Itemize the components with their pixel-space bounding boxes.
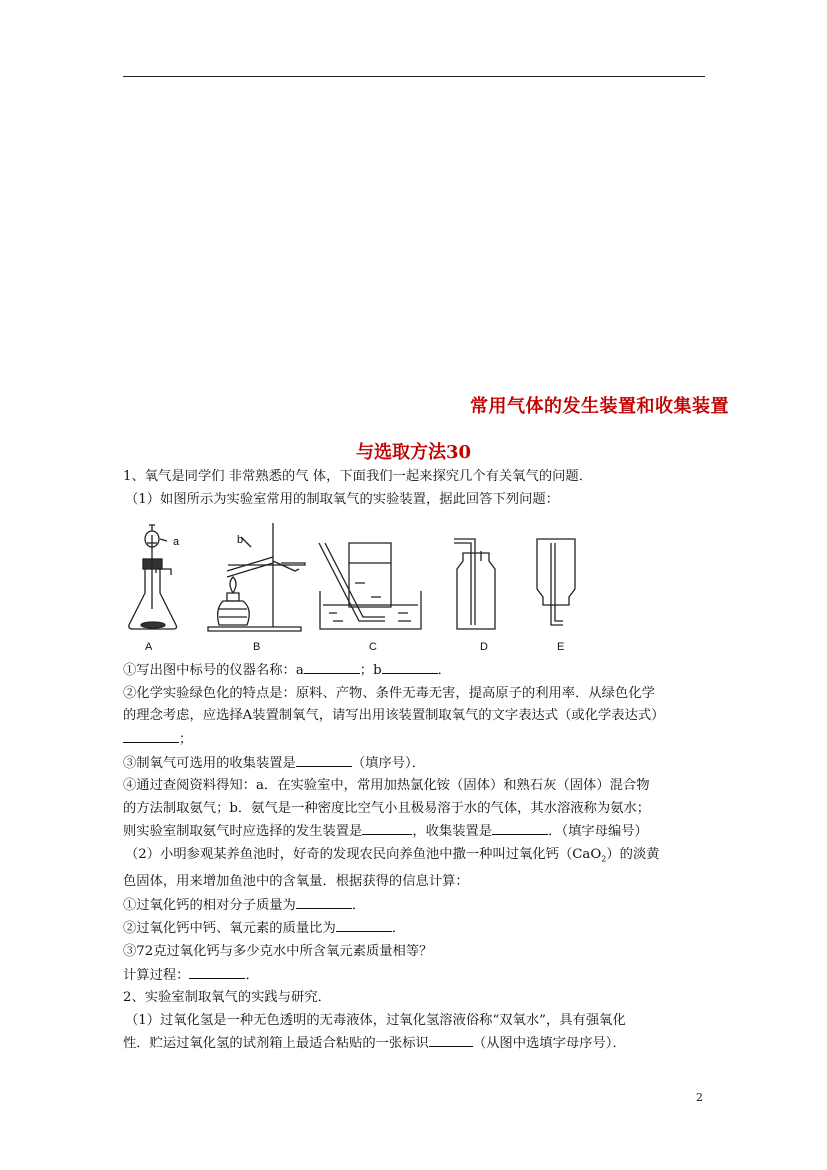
q2-part1-line1: （1）过氧化氢是一种无色透明的无毒液体，过氧化氢溶液俗称“双氧水”，具有强氧化: [125, 1012, 626, 1028]
figure-mark-b: b: [237, 534, 244, 547]
q1-sub2-line3: ；: [123, 728, 707, 752]
apparatus-a-flask: [129, 525, 180, 629]
answer-blank-molar-mass[interactable]: [296, 894, 352, 909]
q1-intro: 1、氧气是同学们 非常熟悉的气 体，下面我们一起来探究几个有关氧气的问题．: [123, 469, 593, 484]
page-title-line2: 与选取方法30: [355, 442, 472, 463]
page-title-line1: 常用气体的发生装置和收集装置: [470, 396, 729, 417]
q1-sub4-line2: 的方法制取氨气；b．氨气是一种密度比空气小且极易溶于水的气体，其水溶液称为氨水；: [123, 800, 651, 816]
question-body: [123, 466, 707, 1056]
apparatus-d-bottle: [454, 539, 495, 629]
figure-label-a: A: [145, 641, 153, 654]
answer-blank-calculation[interactable]: [189, 964, 245, 979]
q1-calc1: ①过氧化钙的相对分子质量为 ．: [123, 894, 707, 918]
answer-blank-a[interactable]: [304, 659, 360, 674]
q2-part1-line2: 性．贮运过氧化氢的试剂箱上最适合粘贴的一张标识 （从图中选填字母序号）．: [123, 1032, 707, 1056]
header-rule: [123, 76, 705, 77]
figure-label-e: E: [557, 641, 565, 654]
q1-part2-line1: （2）小明参观某养鱼池时，好奇的发现农民向养鱼池中撒一种叫过氧化钙（CaO$_2$）的淡黄: [125, 846, 660, 864]
q1-part2-line2: 色固体，用来增加鱼池中的含氧量．根据获得的信息计算：: [123, 874, 469, 890]
q1-part1: （1）如图所示为实验室常用的制取氧气的实验装置，据此回答下列问题：: [125, 491, 559, 507]
figure-mark-a: a: [173, 536, 180, 549]
answer-blank-mass-ratio[interactable]: [336, 917, 392, 932]
q1-calc2: ②过氧化钙中钙、氧元素的质量比为 ．: [123, 917, 707, 941]
q1-sub2-line1: ②化学实验绿色化的特点是：原料、产物、条件无毒无害，提高原子的利用率．从绿色化学: [123, 685, 655, 701]
q1-calc3: ③72克过氧化钙与多少克水中所含氧元素质量相等？: [123, 943, 433, 959]
apparatus-drawing: [123, 513, 707, 638]
answer-blank-collector[interactable]: [492, 820, 548, 835]
page-number: 2: [696, 1091, 703, 1104]
q1-sub4-line3: 则实验室制取氨气时应选择的发生装置是 ，收集装置是 ．（填字母编号）: [123, 820, 707, 844]
answer-blank-label[interactable]: [429, 1032, 473, 1047]
figure-label-c: C: [369, 641, 377, 654]
answer-blank-b[interactable]: [382, 659, 438, 674]
q2-intro: 2、实验室制取氧气的实践与研究．: [123, 990, 331, 1006]
answer-blank-generator[interactable]: [362, 820, 412, 835]
answer-blank-equation[interactable]: [123, 728, 179, 743]
apparatus-c-trough: [319, 543, 421, 629]
q1-sub1: ①写出图中标号的仪器名称：a ；b ．: [123, 659, 707, 683]
q1-sub3: ③制氧气可选用的收集装置是 （填序号）．: [123, 752, 707, 776]
apparatus-figure: [123, 513, 707, 657]
apparatus-b-heating: [208, 523, 305, 631]
q1-calc4: 计算过程： ．: [123, 964, 707, 988]
apparatus-e-bottle: [537, 539, 575, 625]
figure-label-d: D: [480, 641, 488, 654]
q1-sub2-line2: 的理念考虑，应选择A装置制氧气，请写出用该装置制取氧气的文字表达式（或化学表达式）: [123, 708, 665, 724]
q1-sub4-line1: ④通过查阅资料得知：a．在实验室中，常用加热氯化铵（固体）和熟石灰（固体）混合物: [123, 778, 650, 794]
answer-blank-collection[interactable]: [296, 752, 352, 767]
figure-label-b: B: [253, 641, 261, 654]
